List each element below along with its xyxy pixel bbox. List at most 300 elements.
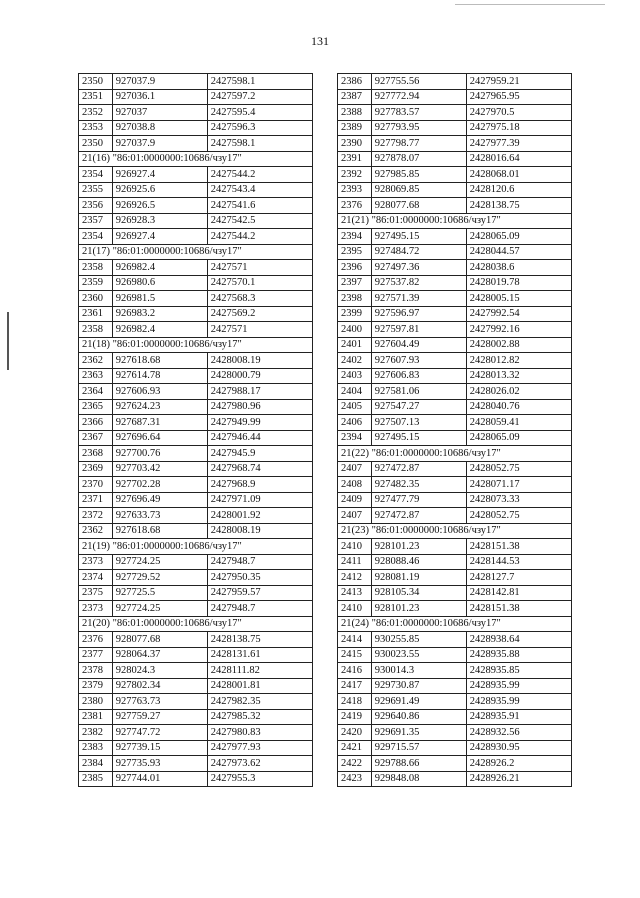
point-number: 2389 xyxy=(338,120,372,136)
x-coordinate: 927724.25 xyxy=(112,554,207,570)
y-coordinate: 2428935.99 xyxy=(466,678,571,694)
point-number: 2398 xyxy=(338,291,372,307)
point-number: 2402 xyxy=(338,353,372,369)
table-row xyxy=(79,182,313,198)
point-number: 2407 xyxy=(338,461,372,477)
point-number: 2355 xyxy=(79,182,113,198)
x-coordinate: 927597.81 xyxy=(371,322,466,338)
y-coordinate: 2427598.1 xyxy=(207,136,312,152)
table-row xyxy=(338,709,572,725)
y-coordinate: 2427965.95 xyxy=(466,89,571,105)
x-coordinate: 928024.3 xyxy=(112,663,207,679)
table-row xyxy=(79,740,313,756)
point-number: 2354 xyxy=(79,167,113,183)
point-number: 2409 xyxy=(338,492,372,508)
x-coordinate: 927783.57 xyxy=(371,105,466,121)
y-coordinate: 2428142.81 xyxy=(466,585,571,601)
y-coordinate: 2427975.18 xyxy=(466,120,571,136)
point-number: 2388 xyxy=(338,105,372,121)
point-number: 2403 xyxy=(338,368,372,384)
table-row xyxy=(338,182,572,198)
table-row xyxy=(79,399,313,415)
table-row xyxy=(338,167,572,183)
table-row xyxy=(79,709,313,725)
point-number: 2374 xyxy=(79,570,113,586)
x-coordinate: 926927.4 xyxy=(112,167,207,183)
point-number: 2414 xyxy=(338,632,372,648)
y-coordinate: 2428935.88 xyxy=(466,647,571,663)
table-row xyxy=(79,167,313,183)
y-coordinate: 2428026.02 xyxy=(466,384,571,400)
point-number: 2392 xyxy=(338,167,372,183)
point-number: 2390 xyxy=(338,136,372,152)
point-number: 2387 xyxy=(338,89,372,105)
x-coordinate: 927798.77 xyxy=(371,136,466,152)
y-coordinate: 2428038.6 xyxy=(466,260,571,276)
point-number: 2420 xyxy=(338,725,372,741)
y-coordinate: 2427570.1 xyxy=(207,275,312,291)
section-header-row xyxy=(79,616,313,632)
x-coordinate: 927759.27 xyxy=(112,709,207,725)
table-row xyxy=(79,430,313,446)
section-header-row xyxy=(79,539,313,555)
table-row xyxy=(79,275,313,291)
y-coordinate: 2427955.3 xyxy=(207,771,312,787)
y-coordinate: 2428073.33 xyxy=(466,492,571,508)
table-row xyxy=(79,213,313,229)
point-number: 2376 xyxy=(338,198,372,214)
x-coordinate: 927495.15 xyxy=(371,430,466,446)
point-number: 2381 xyxy=(79,709,113,725)
x-coordinate: 927802.34 xyxy=(112,678,207,694)
table-row xyxy=(338,663,572,679)
table-row xyxy=(338,198,572,214)
point-number: 2412 xyxy=(338,570,372,586)
x-coordinate: 927696.64 xyxy=(112,430,207,446)
table-row xyxy=(79,601,313,617)
y-coordinate: 2428016.64 xyxy=(466,151,571,167)
x-coordinate: 927477.79 xyxy=(371,492,466,508)
table-row xyxy=(338,136,572,152)
point-number: 2360 xyxy=(79,291,113,307)
table-row xyxy=(338,508,572,524)
table-row xyxy=(338,244,572,260)
point-number: 2397 xyxy=(338,275,372,291)
x-coordinate: 927700.76 xyxy=(112,446,207,462)
table-row xyxy=(79,771,313,787)
table-row xyxy=(79,384,313,400)
table-row xyxy=(79,322,313,338)
table-row xyxy=(79,492,313,508)
table-row xyxy=(338,632,572,648)
point-number: 2418 xyxy=(338,694,372,710)
table-row xyxy=(338,601,572,617)
point-number: 2408 xyxy=(338,477,372,493)
point-number: 2370 xyxy=(79,477,113,493)
x-coordinate: 928105.34 xyxy=(371,585,466,601)
table-row xyxy=(338,554,572,570)
x-coordinate: 928088.46 xyxy=(371,554,466,570)
x-coordinate: 928077.68 xyxy=(371,198,466,214)
y-coordinate: 2427595.4 xyxy=(207,105,312,121)
x-coordinate: 927633.73 xyxy=(112,508,207,524)
y-coordinate: 2427950.35 xyxy=(207,570,312,586)
section-header: 21(24) "86:01:0000000:10686/чзу17" xyxy=(338,616,572,632)
section-header: 21(22) "86:01:0000000:10686/чзу17" xyxy=(338,446,572,462)
table-row xyxy=(79,477,313,493)
point-number: 2356 xyxy=(79,198,113,214)
x-coordinate: 929730.87 xyxy=(371,678,466,694)
coordinates-table-left xyxy=(78,73,313,787)
point-number: 2382 xyxy=(79,725,113,741)
coordinates-table-right xyxy=(337,73,572,787)
y-coordinate: 2428127.7 xyxy=(466,570,571,586)
point-number: 2380 xyxy=(79,694,113,710)
x-coordinate: 927604.49 xyxy=(371,337,466,353)
point-number: 2357 xyxy=(79,213,113,229)
table-row xyxy=(79,756,313,772)
x-coordinate: 927772.94 xyxy=(371,89,466,105)
y-coordinate: 2428935.99 xyxy=(466,694,571,710)
point-number: 2373 xyxy=(79,601,113,617)
point-number: 2396 xyxy=(338,260,372,276)
y-coordinate: 2427988.17 xyxy=(207,384,312,400)
section-header: 21(21) "86:01:0000000:10686/чзу17" xyxy=(338,213,572,229)
section-header-row xyxy=(338,446,572,462)
x-coordinate: 927747.72 xyxy=(112,725,207,741)
y-coordinate: 2427980.83 xyxy=(207,725,312,741)
point-number: 2394 xyxy=(338,229,372,245)
x-coordinate: 927507.13 xyxy=(371,415,466,431)
section-header: 21(20) "86:01:0000000:10686/чзу17" xyxy=(79,616,313,632)
x-coordinate: 927037 xyxy=(112,105,207,121)
x-coordinate: 930023.55 xyxy=(371,647,466,663)
x-coordinate: 927482.35 xyxy=(371,477,466,493)
y-coordinate: 2428932.56 xyxy=(466,725,571,741)
x-coordinate: 930255.85 xyxy=(371,632,466,648)
x-coordinate: 927571.39 xyxy=(371,291,466,307)
x-coordinate: 927596.97 xyxy=(371,306,466,322)
y-coordinate: 2428935.85 xyxy=(466,663,571,679)
scan-artifact-line xyxy=(455,4,605,5)
x-coordinate: 927878.07 xyxy=(371,151,466,167)
y-coordinate: 2428012.82 xyxy=(466,353,571,369)
x-coordinate: 927547.27 xyxy=(371,399,466,415)
point-number: 2363 xyxy=(79,368,113,384)
point-number: 2386 xyxy=(338,74,372,90)
point-number: 2411 xyxy=(338,554,372,570)
x-coordinate: 927495.15 xyxy=(371,229,466,245)
y-coordinate: 2428144.53 xyxy=(466,554,571,570)
point-number: 2371 xyxy=(79,492,113,508)
table-row xyxy=(79,663,313,679)
y-coordinate: 2428000.79 xyxy=(207,368,312,384)
y-coordinate: 2427541.6 xyxy=(207,198,312,214)
x-coordinate: 929848.08 xyxy=(371,771,466,787)
x-coordinate: 927744.01 xyxy=(112,771,207,787)
y-coordinate: 2428019.78 xyxy=(466,275,571,291)
x-coordinate: 927763.73 xyxy=(112,694,207,710)
point-number: 2358 xyxy=(79,322,113,338)
section-header: 21(18) "86:01:0000000:10686/чзу17" xyxy=(79,337,313,353)
y-coordinate: 2428138.75 xyxy=(207,632,312,648)
table-row xyxy=(338,105,572,121)
y-coordinate: 2427568.3 xyxy=(207,291,312,307)
x-coordinate: 927037.9 xyxy=(112,136,207,152)
y-coordinate: 2428120.6 xyxy=(466,182,571,198)
y-coordinate: 2427992.54 xyxy=(466,306,571,322)
y-coordinate: 2427971.09 xyxy=(207,492,312,508)
x-coordinate: 928101.23 xyxy=(371,539,466,555)
x-coordinate: 926925.6 xyxy=(112,182,207,198)
table-row xyxy=(338,678,572,694)
section-header-row xyxy=(79,151,313,167)
x-coordinate: 930014.3 xyxy=(371,663,466,679)
y-coordinate: 2428052.75 xyxy=(466,508,571,524)
point-number: 2391 xyxy=(338,151,372,167)
section-header: 21(23) "86:01:0000000:10686/чзу17" xyxy=(338,523,572,539)
table-row xyxy=(338,647,572,663)
table-row xyxy=(79,136,313,152)
table-row xyxy=(338,260,572,276)
point-number: 2406 xyxy=(338,415,372,431)
table-row xyxy=(338,461,572,477)
x-coordinate: 927985.85 xyxy=(371,167,466,183)
point-number: 2417 xyxy=(338,678,372,694)
x-coordinate: 927614.78 xyxy=(112,368,207,384)
point-number: 2361 xyxy=(79,306,113,322)
y-coordinate: 2428001.92 xyxy=(207,508,312,524)
x-coordinate: 927036.1 xyxy=(112,89,207,105)
y-coordinate: 2428068.01 xyxy=(466,167,571,183)
y-coordinate: 2428005.15 xyxy=(466,291,571,307)
section-header: 21(19) "86:01:0000000:10686/чзу17" xyxy=(79,539,313,555)
x-coordinate: 927735.93 xyxy=(112,756,207,772)
point-number: 2359 xyxy=(79,275,113,291)
table-row xyxy=(79,74,313,90)
table-row xyxy=(79,570,313,586)
x-coordinate: 927472.87 xyxy=(371,461,466,477)
table-row xyxy=(79,554,313,570)
x-coordinate: 928064.37 xyxy=(112,647,207,663)
table-row xyxy=(338,740,572,756)
point-number: 2401 xyxy=(338,337,372,353)
x-coordinate: 927729.52 xyxy=(112,570,207,586)
point-number: 2410 xyxy=(338,601,372,617)
x-coordinate: 929691.49 xyxy=(371,694,466,710)
x-coordinate: 928069.85 xyxy=(371,182,466,198)
table-row xyxy=(338,353,572,369)
table-row xyxy=(79,725,313,741)
x-coordinate: 926982.4 xyxy=(112,260,207,276)
x-coordinate: 926927.4 xyxy=(112,229,207,245)
table-row xyxy=(338,415,572,431)
y-coordinate: 2428926.21 xyxy=(466,771,571,787)
table-row xyxy=(338,492,572,508)
section-header-row xyxy=(79,337,313,353)
x-coordinate: 927606.83 xyxy=(371,368,466,384)
table-row xyxy=(338,539,572,555)
y-coordinate: 2428040.76 xyxy=(466,399,571,415)
y-coordinate: 2427544.2 xyxy=(207,229,312,245)
x-coordinate: 927618.68 xyxy=(112,523,207,539)
y-coordinate: 2427597.2 xyxy=(207,89,312,105)
point-number: 2367 xyxy=(79,430,113,446)
x-coordinate: 927618.68 xyxy=(112,353,207,369)
y-coordinate: 2427949.99 xyxy=(207,415,312,431)
x-coordinate: 927606.93 xyxy=(112,384,207,400)
point-number: 2393 xyxy=(338,182,372,198)
section-header-row xyxy=(338,523,572,539)
point-number: 2353 xyxy=(79,120,113,136)
y-coordinate: 2427571 xyxy=(207,322,312,338)
x-coordinate: 927696.49 xyxy=(112,492,207,508)
point-number: 2362 xyxy=(79,523,113,539)
x-coordinate: 927607.93 xyxy=(371,353,466,369)
table-row xyxy=(79,120,313,136)
point-number: 2421 xyxy=(338,740,372,756)
table-row xyxy=(79,198,313,214)
scan-artifact-bar xyxy=(7,312,9,370)
table-row xyxy=(338,570,572,586)
x-coordinate: 928101.23 xyxy=(371,601,466,617)
x-coordinate: 927497.36 xyxy=(371,260,466,276)
x-coordinate: 927484.72 xyxy=(371,244,466,260)
y-coordinate: 2428071.17 xyxy=(466,477,571,493)
page-number: 131 xyxy=(311,34,329,48)
table-row xyxy=(338,229,572,245)
y-coordinate: 2427977.39 xyxy=(466,136,571,152)
table-row xyxy=(338,291,572,307)
table-row xyxy=(79,368,313,384)
y-coordinate: 2428001.81 xyxy=(207,678,312,694)
y-coordinate: 2427598.1 xyxy=(207,74,312,90)
point-number: 2365 xyxy=(79,399,113,415)
table-row xyxy=(79,461,313,477)
table-row xyxy=(79,523,313,539)
y-coordinate: 2427980.96 xyxy=(207,399,312,415)
y-coordinate: 2428131.61 xyxy=(207,647,312,663)
table-row xyxy=(338,322,572,338)
table-row xyxy=(79,647,313,663)
point-number: 2376 xyxy=(79,632,113,648)
table-row xyxy=(338,151,572,167)
table-row xyxy=(338,384,572,400)
y-coordinate: 2428065.09 xyxy=(466,430,571,446)
y-coordinate: 2427542.5 xyxy=(207,213,312,229)
y-coordinate: 2428008.19 xyxy=(207,523,312,539)
y-coordinate: 2428938.64 xyxy=(466,632,571,648)
table-row xyxy=(79,415,313,431)
y-coordinate: 2427992.16 xyxy=(466,322,571,338)
point-number: 2350 xyxy=(79,74,113,90)
x-coordinate: 929715.57 xyxy=(371,740,466,756)
point-number: 2419 xyxy=(338,709,372,725)
y-coordinate: 2427543.4 xyxy=(207,182,312,198)
x-coordinate: 927702.28 xyxy=(112,477,207,493)
point-number: 2350 xyxy=(79,136,113,152)
y-coordinate: 2427948.7 xyxy=(207,601,312,617)
x-coordinate: 926926.5 xyxy=(112,198,207,214)
point-number: 2423 xyxy=(338,771,372,787)
point-number: 2405 xyxy=(338,399,372,415)
table-row xyxy=(338,756,572,772)
x-coordinate: 927037.9 xyxy=(112,74,207,90)
point-number: 2394 xyxy=(338,430,372,446)
table-row xyxy=(338,74,572,90)
y-coordinate: 2427959.21 xyxy=(466,74,571,90)
table-row xyxy=(79,585,313,601)
point-number: 2422 xyxy=(338,756,372,772)
point-number: 2416 xyxy=(338,663,372,679)
y-coordinate: 2428151.38 xyxy=(466,601,571,617)
y-coordinate: 2427968.9 xyxy=(207,477,312,493)
table-row xyxy=(338,89,572,105)
y-coordinate: 2428065.09 xyxy=(466,229,571,245)
x-coordinate: 927725.5 xyxy=(112,585,207,601)
point-number: 2354 xyxy=(79,229,113,245)
y-coordinate: 2428151.38 xyxy=(466,539,571,555)
table-row xyxy=(79,353,313,369)
table-row xyxy=(338,477,572,493)
table-row xyxy=(338,337,572,353)
y-coordinate: 2427985.32 xyxy=(207,709,312,725)
table-row xyxy=(79,105,313,121)
point-number: 2352 xyxy=(79,105,113,121)
x-coordinate: 927687.31 xyxy=(112,415,207,431)
x-coordinate: 927581.06 xyxy=(371,384,466,400)
section-header: 21(16) "86:01:0000000:10686/чзу17" xyxy=(79,151,313,167)
table-row xyxy=(338,399,572,415)
x-coordinate: 927038.8 xyxy=(112,120,207,136)
x-coordinate: 927624.23 xyxy=(112,399,207,415)
table-row xyxy=(338,725,572,741)
y-coordinate: 2427977.93 xyxy=(207,740,312,756)
y-coordinate: 2427569.2 xyxy=(207,306,312,322)
table-row xyxy=(79,260,313,276)
table-row xyxy=(338,275,572,291)
table-row xyxy=(79,508,313,524)
table-row xyxy=(338,694,572,710)
x-coordinate: 926983.2 xyxy=(112,306,207,322)
point-number: 2400 xyxy=(338,322,372,338)
y-coordinate: 2427945.9 xyxy=(207,446,312,462)
point-number: 2368 xyxy=(79,446,113,462)
table-row xyxy=(338,430,572,446)
point-number: 2410 xyxy=(338,539,372,555)
table-row xyxy=(79,446,313,462)
point-number: 2378 xyxy=(79,663,113,679)
table-row xyxy=(79,291,313,307)
y-coordinate: 2427571 xyxy=(207,260,312,276)
y-coordinate: 2427973.62 xyxy=(207,756,312,772)
table-row xyxy=(338,368,572,384)
y-coordinate: 2427946.44 xyxy=(207,430,312,446)
y-coordinate: 2427544.2 xyxy=(207,167,312,183)
point-number: 2415 xyxy=(338,647,372,663)
point-number: 2351 xyxy=(79,89,113,105)
y-coordinate: 2428935.91 xyxy=(466,709,571,725)
point-number: 2395 xyxy=(338,244,372,260)
x-coordinate: 929691.35 xyxy=(371,725,466,741)
y-coordinate: 2428138.75 xyxy=(466,198,571,214)
point-number: 2384 xyxy=(79,756,113,772)
table-row xyxy=(79,678,313,694)
x-coordinate: 927739.15 xyxy=(112,740,207,756)
point-number: 2373 xyxy=(79,554,113,570)
x-coordinate: 929788.66 xyxy=(371,756,466,772)
point-number: 2407 xyxy=(338,508,372,524)
